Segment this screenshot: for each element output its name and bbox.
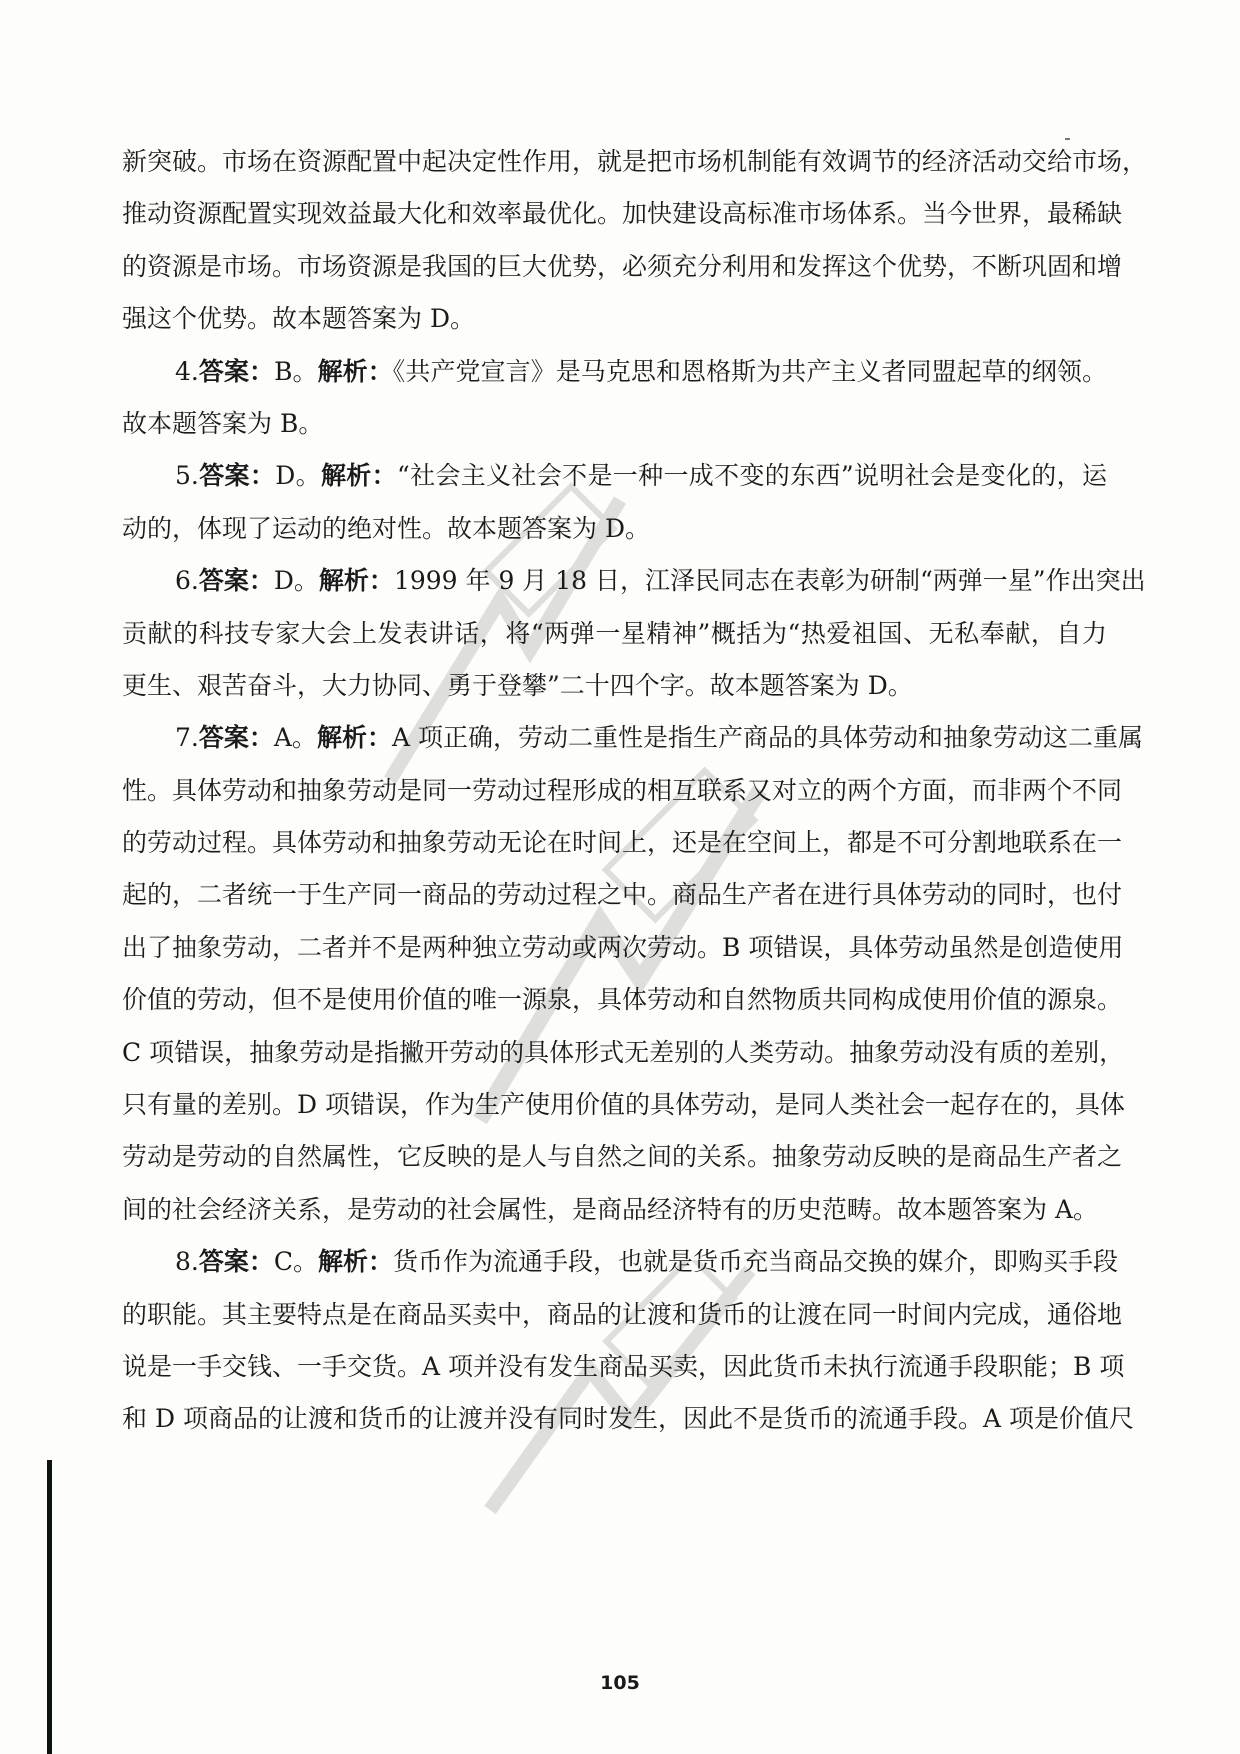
text-segment: D。: [275, 461, 321, 491]
bold-label: 答案：: [198, 461, 276, 491]
text-segment: 6.: [175, 566, 199, 596]
text-segment: 劳动是劳动的自然属性，它反映的是人与自然之间的关系。抽象劳动反映的是商品生产者之: [122, 1142, 1123, 1172]
text-segment: 的职能。其主要特点是在商品买卖中，商品的让渡和货币的让渡在同一时间内完成，通俗地: [122, 1299, 1123, 1329]
bold-label: 解析：: [318, 1247, 394, 1277]
text-segment: 强这个优势。故本题答案为 D。: [122, 304, 475, 334]
bold-label: 答案：: [198, 1247, 274, 1277]
text-segment: 性。具体劳动和抽象劳动是同一劳动过程形成的相互联系又对立的两个方面，而非两个不同: [122, 775, 1123, 805]
bold-label: 答案：: [198, 723, 274, 753]
text-line: [122, 1289, 1123, 1341]
text-line: [122, 869, 1123, 921]
text-segment: 货币作为流通手段，也就是货币充当商品交换的媒介，即购买手段: [393, 1247, 1119, 1277]
text-line: [122, 1027, 1125, 1079]
text-segment: 出了抽象劳动，二者并不是两种独立劳动或两次劳动。B 项错误，具体劳动虽然是创造使用: [122, 932, 1124, 962]
text-line: [122, 1236, 1119, 1288]
text-line: [122, 974, 1123, 1026]
binding-edge-line: [47, 1460, 52, 1754]
text-line: [122, 398, 1107, 450]
text-segment: 8.: [175, 1247, 199, 1277]
text-segment: 7.: [175, 723, 199, 753]
document-body: [122, 136, 1148, 1446]
text-line: [122, 136, 1148, 188]
text-line: [122, 817, 1123, 869]
text-line: [122, 712, 1143, 764]
text-segment: 4.: [175, 356, 199, 386]
text-segment: 动的，体现了运动的绝对性。故本题答案为 D。: [122, 513, 650, 543]
text-segment: 《共产党宣言》是马克思和恩格斯为共产主义者同盟起草的纲领。: [392, 356, 1107, 386]
text-line: [122, 293, 1107, 345]
text-segment: 和 D 项商品的让渡和货币的让渡并没有同时发生，因此不是货币的流通手段。A 项是价值尺: [122, 1404, 1134, 1434]
text-line: [122, 503, 1107, 555]
text-segment: 推动资源配置实现效益最大化和效率最优化。加快建设高标准市场体系。当今世界，最稀缺: [122, 199, 1123, 229]
text-segment: A。: [273, 723, 317, 753]
text-segment: 说是一手交钱、一手交货。A 项并没有发生商品买卖，因此货币未执行流通手段职能；B 项: [122, 1351, 1125, 1381]
bold-label: 答案：: [198, 356, 275, 386]
text-segment: 的资源是市场。市场资源是我国的巨大优势，必须充分利用和发挥这个优势，不断巩固和增: [122, 251, 1123, 281]
bold-label: 答案：: [198, 566, 274, 596]
page-number: 105: [600, 1672, 640, 1694]
text-line: [122, 660, 1107, 712]
text-line: [122, 765, 1123, 817]
text-segment: 只有量的差别。D 项错误，作为生产使用价值的具体劳动，是同人类社会一起存在的，具体: [122, 1090, 1125, 1120]
text-segment: 5.: [175, 461, 199, 491]
text-segment: 1999 年 9 月 18 日，江泽民同志在表彰为研制“两弹一星”作出突出: [393, 566, 1146, 596]
text-segment: C。: [273, 1247, 319, 1277]
text-segment: 的劳动过程。具体劳动和抽象劳动无论在时间上，还是在空间上，都是不可分割地联系在一: [122, 828, 1123, 858]
text-segment: B。: [274, 356, 318, 386]
text-line: [122, 241, 1123, 293]
text-line: [122, 450, 1107, 502]
text-segment: “社会主义社会不是一种一成不变的东西”说明社会是变化的，运: [396, 461, 1107, 491]
text-line: [122, 1341, 1125, 1393]
text-line: [122, 188, 1123, 240]
text-segment: 贡献的科技专家大会上发表讲话，将“两弹一星精神”概括为“热爱祖国、无私奉献，自力: [122, 618, 1107, 648]
text-segment: D。: [273, 566, 319, 596]
text-line: [122, 608, 1107, 660]
text-segment: C 项错误，抽象劳动是指撇开劳动的具体形式无差别的人类劳动。抽象劳动没有质的差别，: [122, 1037, 1125, 1067]
text-segment: 价值的劳动，但不是使用价值的唯一源泉，具体劳动和自然物质共同构成使用价值的源泉。: [122, 985, 1123, 1015]
bold-label: 解析：: [320, 461, 397, 491]
text-segment: 新突破。市场在资源配置中起决定性作用，就是把市场机制能有效调节的经济活动交给市场，: [122, 147, 1148, 176]
bold-label: 解析：: [316, 723, 392, 753]
text-segment: 更生、艰苦奋斗，大力协同、勇于登攀”二十四个字。故本题答案为 D。: [122, 670, 913, 700]
text-segment: 起的，二者统一于生产同一商品的劳动过程之中。商品生产者在进行具体劳动的同时，也付: [122, 880, 1123, 910]
text-line: [122, 555, 1146, 607]
text-line: [122, 1079, 1125, 1131]
bold-label: 解析：: [317, 356, 393, 386]
text-line: [122, 1393, 1134, 1445]
text-line: [122, 1184, 1107, 1236]
text-line: [122, 1131, 1123, 1183]
text-line: [122, 922, 1124, 974]
text-line: [122, 346, 1107, 398]
text-segment: A 项正确，劳动二重性是指生产商品的具体劳动和抽象劳动这二重属: [391, 723, 1143, 753]
bold-label: 解析：: [318, 566, 394, 596]
text-segment: 故本题答案为 B。: [122, 408, 324, 438]
text-segment: 间的社会经济关系，是劳动的社会属性，是商品经济特有的历史范畴。故本题答案为 A。: [122, 1194, 1099, 1224]
